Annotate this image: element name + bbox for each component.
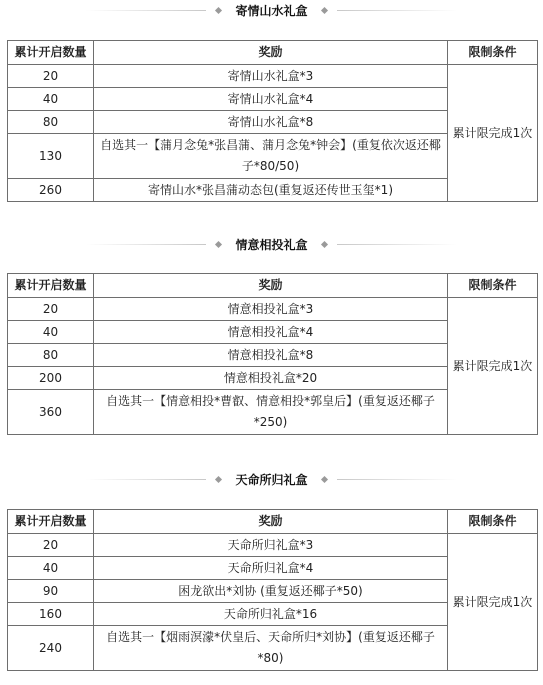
reward-cell: 天命所归礼盒*4 bbox=[94, 557, 448, 580]
table-row bbox=[8, 298, 538, 321]
reward-cell: 情意相投礼盒*20 bbox=[94, 367, 448, 390]
reward-cell: 情意相投礼盒*8 bbox=[94, 344, 448, 367]
count-cell: 360 bbox=[8, 390, 94, 435]
count-cell: 40 bbox=[8, 88, 94, 111]
limit-cell: 累计限完成1次 bbox=[448, 65, 538, 202]
header-count: 累计开启数量 bbox=[8, 41, 94, 65]
limit-cell: 累计限完成1次 bbox=[448, 534, 538, 671]
limit-cell: 累计限完成1次 bbox=[448, 298, 538, 435]
header-limit: 限制条件 bbox=[448, 510, 538, 534]
reward-cell: 情意相投礼盒*3 bbox=[94, 298, 448, 321]
count-cell: 20 bbox=[8, 298, 94, 321]
section-heading: 寄情山水礼盒 bbox=[235, 3, 308, 18]
table-header-row bbox=[8, 274, 538, 298]
header-reward: 奖励 bbox=[94, 274, 448, 298]
diamond-icon bbox=[215, 475, 222, 482]
count-cell: 160 bbox=[8, 603, 94, 626]
count-cell: 80 bbox=[8, 344, 94, 367]
reward-cell: 自选其一【情意相投*曹叡、情意相投*郭皇后】(重复返还椰子*250) bbox=[94, 390, 448, 435]
header-reward: 奖励 bbox=[94, 510, 448, 534]
section-title-1 bbox=[0, 0, 543, 20]
count-cell: 90 bbox=[8, 580, 94, 603]
count-cell: 40 bbox=[8, 321, 94, 344]
divider-line bbox=[86, 244, 206, 245]
reward-cell: 天命所归礼盒*3 bbox=[94, 534, 448, 557]
reward-cell: 自选其一【烟雨溟濛*伏皇后、天命所归*刘协】(重复返还椰子*80) bbox=[94, 626, 448, 671]
divider-line bbox=[337, 479, 457, 480]
count-cell: 80 bbox=[8, 111, 94, 134]
table-header-row bbox=[8, 510, 538, 534]
count-cell: 130 bbox=[8, 134, 94, 179]
diamond-icon bbox=[215, 6, 222, 13]
reward-cell: 自选其一【蒲月念兔*张昌蒲、蒲月念兔*钟会】(重复依次返还椰子*80/50) bbox=[94, 134, 448, 179]
reward-cell: 寄情山水礼盒*3 bbox=[94, 65, 448, 88]
section-heading: 情意相投礼盒 bbox=[235, 237, 308, 252]
diamond-icon bbox=[320, 475, 327, 482]
reward-cell: 困龙欲出*刘协 (重复返还椰子*50) bbox=[94, 580, 448, 603]
reward-cell: 天命所归礼盒*16 bbox=[94, 603, 448, 626]
count-cell: 240 bbox=[8, 626, 94, 671]
reward-table-1 bbox=[7, 40, 538, 202]
diamond-icon bbox=[320, 240, 327, 247]
table-row bbox=[8, 534, 538, 557]
count-cell: 200 bbox=[8, 367, 94, 390]
header-count: 累计开启数量 bbox=[8, 510, 94, 534]
count-cell: 20 bbox=[8, 65, 94, 88]
reward-cell: 寄情山水礼盒*4 bbox=[94, 88, 448, 111]
reward-cell: 寄情山水礼盒*8 bbox=[94, 111, 448, 134]
count-cell: 20 bbox=[8, 534, 94, 557]
reward-table-3 bbox=[7, 509, 538, 671]
reward-cell: 情意相投礼盒*4 bbox=[94, 321, 448, 344]
reward-table-2 bbox=[7, 273, 538, 435]
section-heading: 天命所归礼盒 bbox=[235, 472, 308, 487]
header-count: 累计开启数量 bbox=[8, 274, 94, 298]
section-title-2 bbox=[0, 234, 543, 254]
divider-line bbox=[337, 244, 457, 245]
table-header-row bbox=[8, 41, 538, 65]
diamond-icon bbox=[320, 6, 327, 13]
table-row bbox=[8, 65, 538, 88]
section-title-3 bbox=[0, 469, 543, 489]
count-cell: 260 bbox=[8, 179, 94, 202]
divider-line bbox=[86, 479, 206, 480]
header-reward: 奖励 bbox=[94, 41, 448, 65]
divider-line bbox=[337, 10, 457, 11]
divider-line bbox=[86, 10, 206, 11]
reward-cell: 寄情山水*张昌蒲动态包(重复返还传世玉玺*1) bbox=[94, 179, 448, 202]
diamond-icon bbox=[215, 240, 222, 247]
header-limit: 限制条件 bbox=[448, 41, 538, 65]
count-cell: 40 bbox=[8, 557, 94, 580]
header-limit: 限制条件 bbox=[448, 274, 538, 298]
